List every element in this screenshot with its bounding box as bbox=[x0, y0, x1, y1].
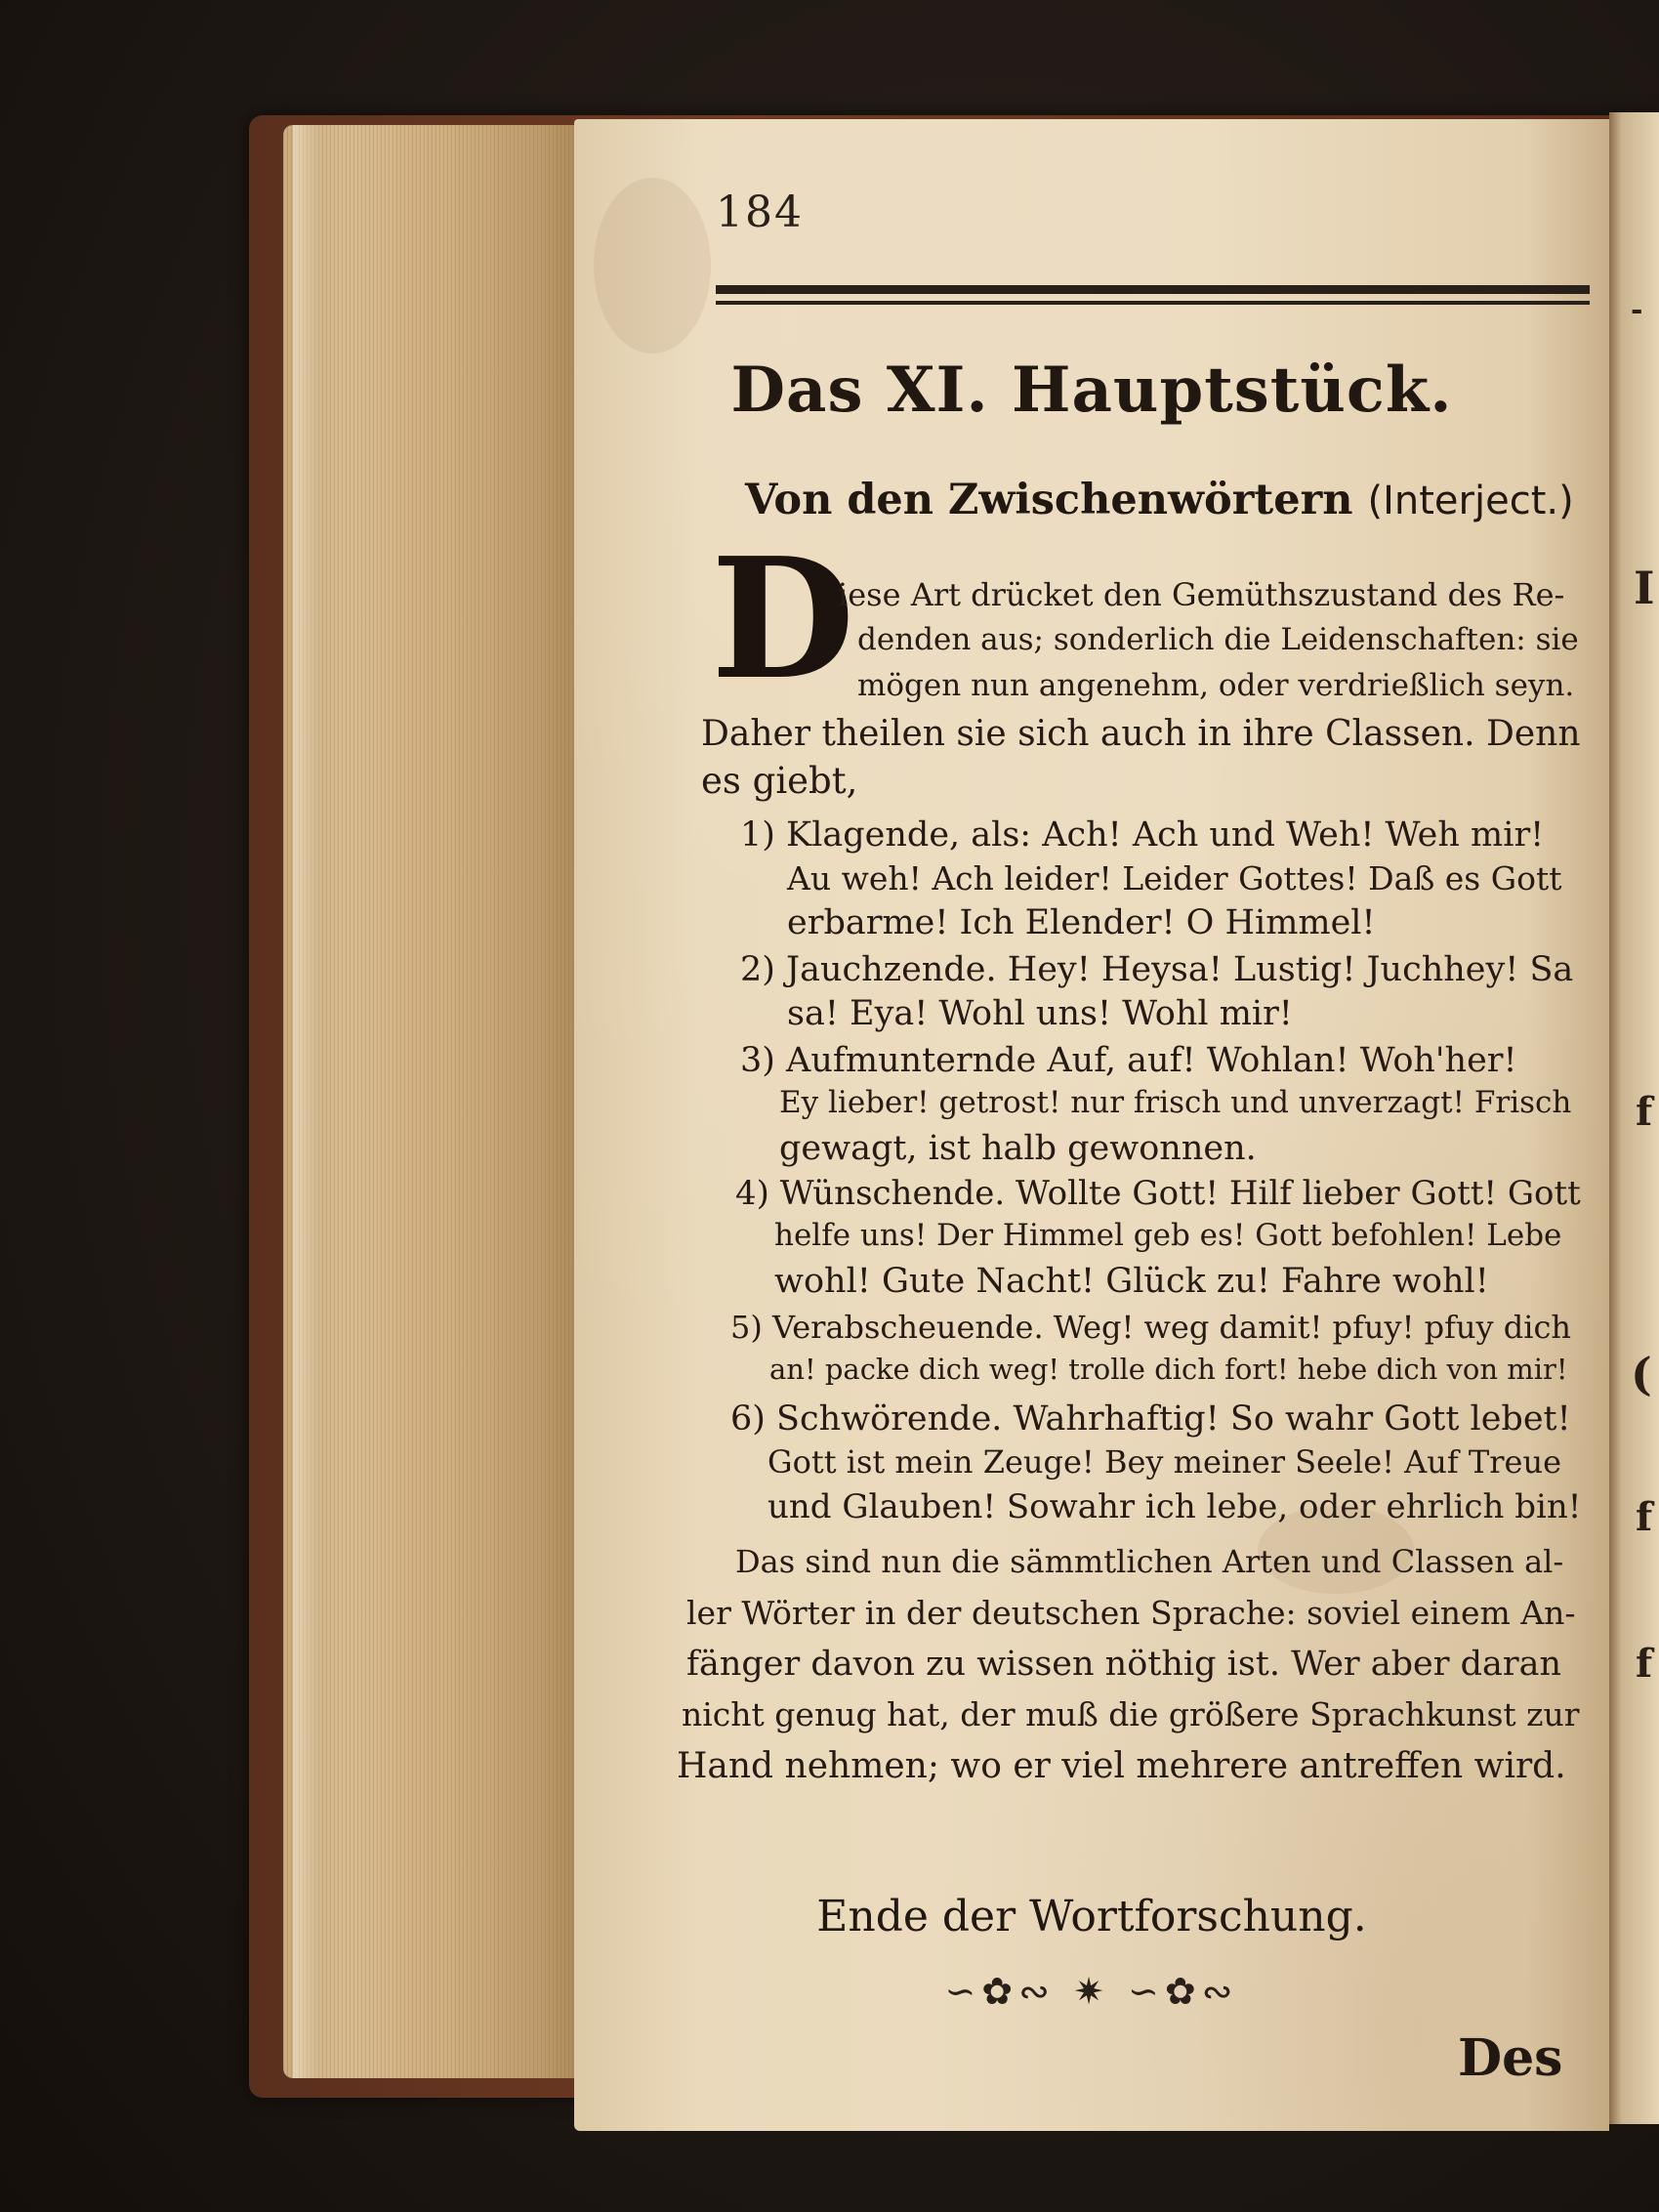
list-item-line: 5) Verabscheuende. Weg! weg damit! pfuy! pfuy dich bbox=[730, 1309, 1572, 1346]
chapter-title: Das XI. Hauptstück. bbox=[730, 354, 1453, 427]
next-page-fragment: ( bbox=[1631, 1348, 1652, 1400]
book-page bbox=[574, 119, 1609, 2131]
next-page-fragment: I bbox=[1634, 562, 1655, 614]
header-rule bbox=[716, 285, 1590, 294]
body-line: Daher theilen sie sich auch in ihre Classen. Denn bbox=[701, 714, 1581, 754]
section-title bbox=[745, 476, 1574, 524]
drop-cap: D bbox=[711, 522, 855, 717]
next-page-fragment: f bbox=[1636, 1641, 1653, 1687]
section-title-text: Von den Zwischenwörtern bbox=[745, 476, 1353, 524]
list-item-line: 6) Schwörende. Wahrhaftig! So wahr Gott lebet! bbox=[730, 1399, 1571, 1439]
list-item-line: 4) Wünschende. Wollte Gott! Hilf lieber Gott! Gott bbox=[735, 1174, 1581, 1213]
list-item-line: erbarme! Ich Elender! O Himmel! bbox=[787, 903, 1376, 942]
body-line: es giebt, bbox=[701, 760, 858, 802]
list-item-line: wohl! Gute Nacht! Glück zu! Fahre wohl! bbox=[774, 1262, 1489, 1301]
body-line: iese Art drücket den Gemüthszustand des Re- bbox=[838, 576, 1565, 613]
list-item-line: Ey lieber! getrost! nur frisch und unverzagt! Frisch bbox=[779, 1085, 1572, 1120]
header-rule-thin bbox=[716, 301, 1590, 305]
list-item-line: 3) Aufmunternde Auf, auf! Wohlan! Woh'her! bbox=[740, 1041, 1517, 1080]
next-page-edge bbox=[1609, 112, 1659, 2124]
body-line: nicht genug hat, der muß die größere Sprachkunst zur bbox=[682, 1695, 1580, 1733]
page-stack-edge bbox=[283, 125, 586, 2078]
page-stack-highlight bbox=[293, 125, 322, 2078]
list-item-line: gewagt, ist halb gewonnen. bbox=[779, 1129, 1257, 1168]
ending-line: Ende der Wortforschung. bbox=[816, 1892, 1367, 1941]
page-stain bbox=[594, 178, 711, 354]
body-line: denden aus; sonderlich die Leidenschaften: sie bbox=[857, 622, 1579, 657]
body-line: Das sind nun die sämmtlichen Arten und Classen al- bbox=[735, 1543, 1564, 1580]
list-item-line: sa! Eya! Wohl uns! Wohl mir! bbox=[787, 994, 1293, 1033]
list-item-line: 1) Klagende, als: Ach! Ach und Weh! Weh mir! bbox=[740, 815, 1545, 855]
body-line: Hand nehmen; wo er viel mehrere antreffen wird. bbox=[677, 1746, 1566, 1786]
body-line: ler Wörter in der deutschen Sprache: soviel einem An- bbox=[686, 1594, 1576, 1632]
list-item-line: an! packe dich weg! trolle dich fort! hebe dich von mir! bbox=[769, 1353, 1568, 1386]
page-number: 184 bbox=[716, 188, 804, 237]
list-item-line: helfe uns! Der Himmel geb es! Gott befohlen! Lebe bbox=[774, 1218, 1562, 1253]
next-page-fragment: f bbox=[1636, 1494, 1653, 1540]
list-item-line: Gott ist mein Zeuge! Bey meiner Seele! Auf Treue bbox=[767, 1443, 1562, 1481]
next-page-fragment: - bbox=[1631, 293, 1643, 327]
body-line: mögen nun angenehm, oder verdrießlich seyn. bbox=[857, 668, 1575, 703]
next-page-fragment: f bbox=[1636, 1089, 1653, 1135]
list-item-line: Au weh! Ach leider! Leider Gottes! Daß es Gott bbox=[787, 859, 1562, 897]
list-item-line: 2) Jauchzende. Hey! Heysa! Lustig! Juchhey! Sa bbox=[740, 950, 1574, 989]
body-line: fänger davon zu wissen nöthig ist. Wer aber daran bbox=[686, 1645, 1562, 1684]
ornament: ∽✿∾ ✷ ∽✿∾ bbox=[944, 1970, 1239, 2013]
catchword: Des bbox=[1458, 2028, 1563, 2088]
section-title-latin: (Interject.) bbox=[1367, 479, 1574, 523]
list-item-line: und Glauben! Sowahr ich lebe, oder ehrlich bin! bbox=[767, 1487, 1582, 1526]
